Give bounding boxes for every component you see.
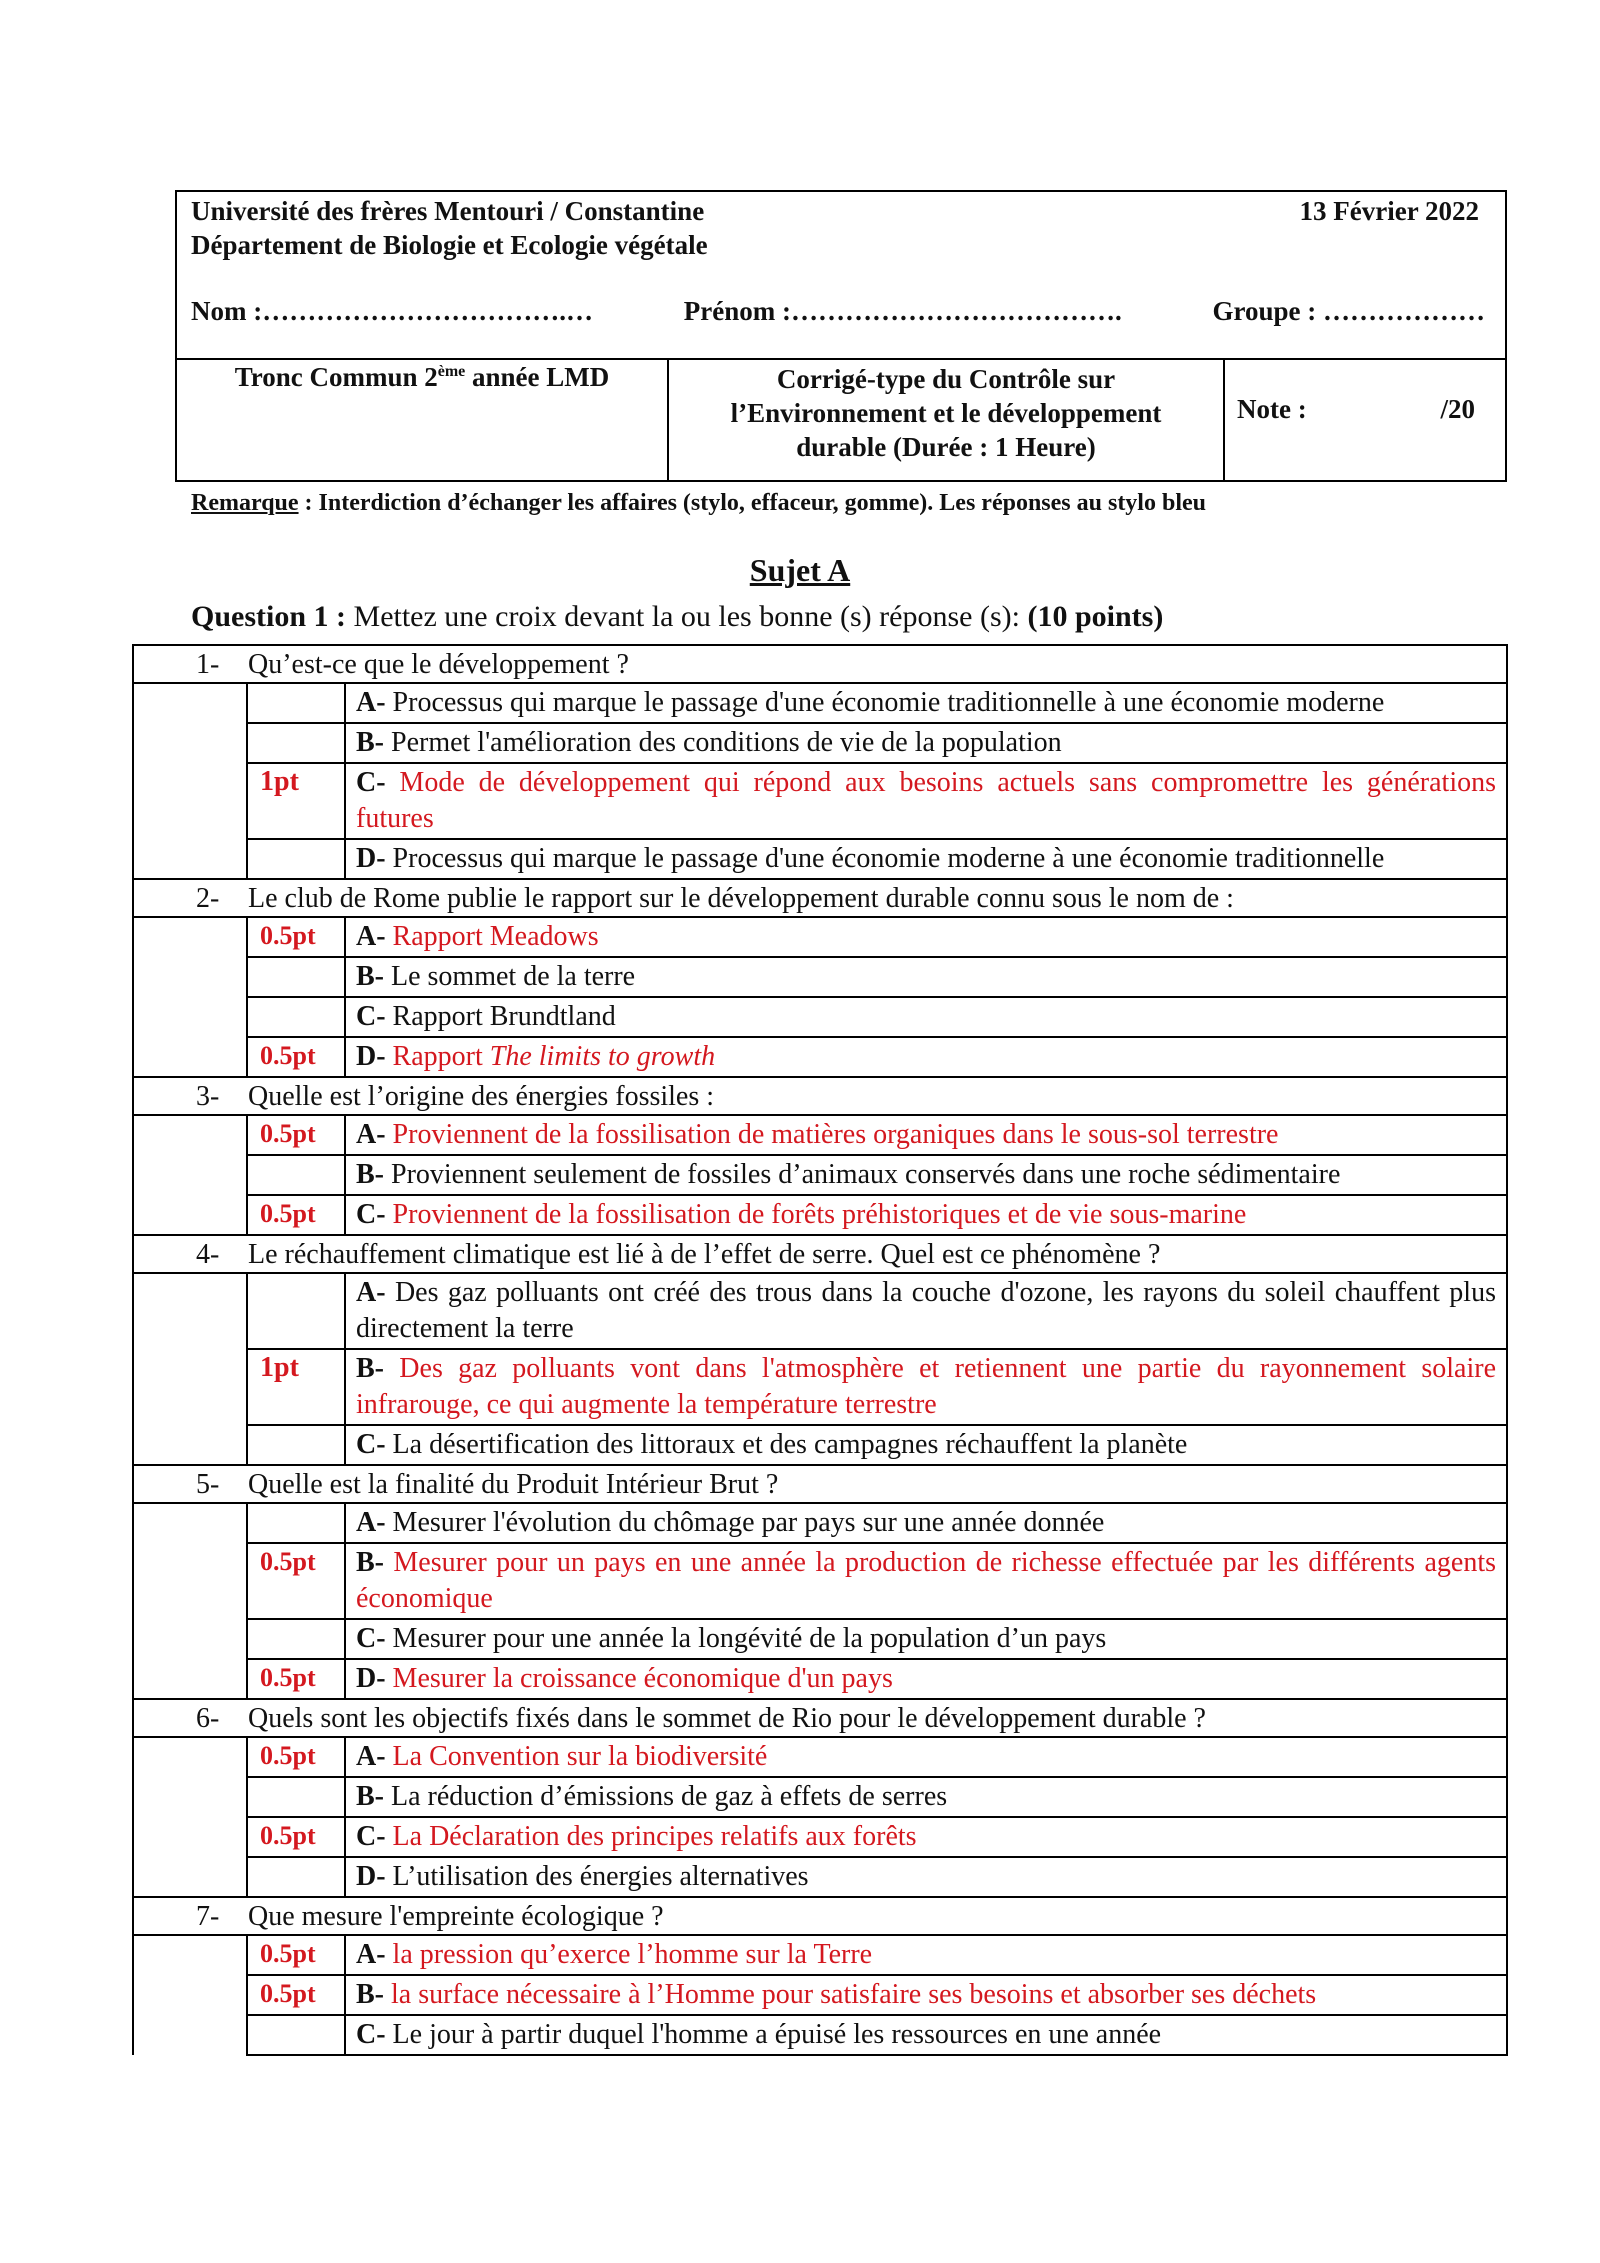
option-text: Le jour à partir duquel l'homme a épuisé les ressources en une année (385, 2019, 1162, 2050)
margin-cell (133, 1975, 247, 2015)
option-row (133, 1619, 1507, 1659)
question-1-label: Question 1 : (191, 600, 347, 633)
correct-answer-text: Mesurer pour un pays en une année la production de richesse effectuée par les différents agents économique (356, 1547, 1496, 1614)
option-cell (345, 763, 1507, 839)
correct-answer-text: La Convention sur la biodiversité (385, 1741, 768, 1772)
option-cell (345, 1817, 1507, 1857)
margin-cell (133, 1935, 247, 1975)
option-letter: B- (356, 727, 384, 758)
question-number: 2- (196, 883, 220, 914)
option-row (133, 1503, 1507, 1543)
tronc-commun-cell (177, 358, 669, 480)
margin-cell (133, 1737, 247, 1777)
option-text: Mesurer pour une année la longévité de la population d’un pays (385, 1623, 1107, 1654)
option-row (133, 1115, 1507, 1155)
margin-cell (133, 1155, 247, 1195)
option-text: La désertification des littoraux et des campagnes réchauffent la planète (385, 1429, 1188, 1460)
option-cell (345, 1349, 1507, 1425)
option-letter: B- (356, 1781, 384, 1812)
margin-cell (133, 1857, 247, 1897)
option-letter: A- (356, 1119, 386, 1150)
option-letter: D- (356, 1663, 386, 1694)
question-row (133, 879, 1507, 917)
option-letter: A- (356, 1507, 386, 1538)
correct-answer-text: Proviennent de la fossilisation de matières organiques dans le sous-sol terrestre (385, 1119, 1279, 1150)
option-cell (345, 1195, 1507, 1235)
option-letter: A- (356, 687, 386, 718)
option-letter: A- (356, 1939, 386, 1970)
question-number: 4- (196, 1239, 220, 1270)
question-text: Quelle est l’origine des énergies fossiles : (248, 1081, 715, 1112)
question-1-text: Mettez une croix devant la ou les bonne (s) réponse (s): (346, 600, 1028, 633)
option-letter: B- (356, 1979, 384, 2010)
option-row (133, 1817, 1507, 1857)
student-fields (191, 296, 1485, 327)
option-cell (345, 1737, 1507, 1777)
option-row (133, 1543, 1507, 1619)
margin-cell (133, 2015, 247, 2055)
option-row (133, 2015, 1507, 2055)
option-letter: B- (356, 961, 384, 992)
exam-title-line-3: durable (Durée : 1 Heure) (796, 432, 1096, 462)
option-cell (345, 997, 1507, 1037)
correct-answer-text: la surface nécessaire à l’Homme pour satisfaire ses besoins et absorber ses déchets (384, 1979, 1317, 2010)
question-number: 3- (196, 1081, 220, 1112)
question-text: Quels sont les objectifs fixés dans le sommet de Rio pour le développement durable ? (248, 1703, 1206, 1734)
option-letter: A- (356, 1741, 386, 1772)
exam-date: 13 Février 2022 (1299, 196, 1479, 226)
margin-cell (133, 1817, 247, 1857)
question-cell (133, 1077, 1507, 1115)
option-cell (345, 1935, 1507, 1975)
option-letter: A- (356, 921, 386, 952)
question-cell (133, 1465, 1507, 1503)
correct-answer-text: La Déclaration des principes relatifs aux forêts (385, 1821, 917, 1852)
option-row (133, 917, 1507, 957)
points-cell[interactable] (247, 997, 345, 1037)
option-row (133, 1935, 1507, 1975)
question-number: 6- (196, 1703, 220, 1734)
margin-cell (133, 683, 247, 723)
option-cell (345, 1777, 1507, 1817)
note-value: /20 (1440, 394, 1475, 424)
question-text: Le club de Rome publie le rapport sur le développement durable connu sous le nom de : (248, 883, 1234, 914)
question-cell (133, 879, 1507, 917)
points-cell[interactable]: 0.5pt (247, 1543, 345, 1619)
option-row (133, 763, 1507, 839)
option-letter: D- (356, 1041, 386, 1072)
option-row (133, 1659, 1507, 1699)
margin-cell (133, 1777, 247, 1817)
margin-cell (133, 1619, 247, 1659)
question-text: Quelle est la finalité du Produit Intérieur Brut ? (248, 1469, 779, 1500)
note-cell (1225, 358, 1505, 480)
points-cell[interactable] (247, 1777, 345, 1817)
department-name: Département de Biologie et Ecologie végétale (191, 230, 708, 260)
question-row (133, 1699, 1507, 1737)
margin-cell (133, 997, 247, 1037)
correct-answer-text: la pression qu’exerce l’homme sur la Terre (385, 1939, 873, 1970)
option-cell (345, 1273, 1507, 1349)
points-cell[interactable] (247, 957, 345, 997)
exam-title-line-2: l’Environnement et le développement (730, 398, 1162, 428)
remark (191, 490, 1206, 517)
points-cell[interactable] (247, 1503, 345, 1543)
option-cell (345, 957, 1507, 997)
points-cell[interactable] (247, 723, 345, 763)
option-letter: B- (356, 1159, 384, 1190)
question-row (133, 645, 1507, 683)
question-row (133, 1077, 1507, 1115)
option-cell (345, 1037, 1507, 1077)
option-text: Mesurer l'évolution du chômage par pays sur une année donnée (385, 1507, 1105, 1538)
option-row (133, 957, 1507, 997)
questions-table (132, 644, 1508, 2056)
points-cell[interactable]: 0.5pt (247, 1195, 345, 1235)
note-label: Note : (1237, 394, 1307, 424)
points-cell[interactable]: 0.5pt (247, 917, 345, 957)
margin-cell (133, 839, 247, 879)
margin-cell (133, 1115, 247, 1155)
correct-answer-text: Mode de développement qui répond aux besoins actuels sans compromettre les générations futures (356, 767, 1496, 834)
option-cell (345, 1857, 1507, 1897)
option-cell (345, 1659, 1507, 1699)
remark-label: Remarque (191, 490, 299, 516)
tronc-text-end: année LMD (465, 362, 610, 392)
option-text: La réduction d’émissions de gaz à effets de serres (384, 1781, 948, 1812)
option-row (133, 1777, 1507, 1817)
option-row (133, 723, 1507, 763)
points-cell[interactable] (247, 839, 345, 879)
option-cell (345, 1503, 1507, 1543)
option-letter: C- (356, 1821, 386, 1852)
points-cell[interactable] (247, 2015, 345, 2055)
option-text: Processus qui marque le passage d'une économie traditionnelle à une économie moderne (385, 687, 1385, 718)
university-name: Université des frères Mentouri / Constantine (191, 196, 705, 226)
option-text: Rapport Brundtland (385, 1001, 616, 1032)
correct-answer-text: Des gaz polluants vont dans l'atmosphère et retiennent une partie du rayonnement solaire infrarouge, ce qui augmente la température terrestre (356, 1353, 1496, 1420)
question-cell (133, 1235, 1507, 1273)
option-letter: D- (356, 1861, 386, 1892)
margin-cell (133, 1349, 247, 1425)
option-cell (345, 1115, 1507, 1155)
points-cell[interactable]: 0.5pt (247, 1737, 345, 1777)
option-letter: B- (356, 1353, 384, 1384)
option-italic-text: The limits to growth (489, 1041, 716, 1072)
option-row (133, 1349, 1507, 1425)
margin-cell (133, 723, 247, 763)
option-letter: C- (356, 1623, 386, 1654)
option-row (133, 683, 1507, 723)
option-text: Le sommet de la terre (384, 961, 636, 992)
points-cell[interactable]: 0.5pt (247, 1975, 345, 2015)
points-cell[interactable]: 0.5pt (247, 1817, 345, 1857)
exam-title-line-1: Corrigé-type du Contrôle sur (776, 364, 1116, 394)
points-cell[interactable]: 1pt (247, 1349, 345, 1425)
option-letter: C- (356, 1001, 386, 1032)
question-number: 1- (196, 649, 220, 680)
margin-cell (133, 957, 247, 997)
option-text: Processus qui marque le passage d'une économie moderne à une économie traditionnelle (385, 843, 1385, 874)
option-text: Permet l'amélioration des conditions de vie de la population (384, 727, 1062, 758)
option-letter: A- (356, 1277, 386, 1308)
nom-field[interactable]: Nom :…………………………….… (191, 296, 593, 326)
option-cell (345, 1543, 1507, 1619)
correct-answer-text: Proviennent de la fossilisation de forêts préhistoriques et de vie sous-marine (385, 1199, 1247, 1230)
option-cell (345, 683, 1507, 723)
margin-cell (133, 1037, 247, 1077)
points-cell[interactable]: 0.5pt (247, 1935, 345, 1975)
option-cell (345, 2015, 1507, 2055)
correct-answer-text: Mesurer la croissance économique d'un pays (385, 1663, 893, 1694)
option-row (133, 997, 1507, 1037)
exam-title-cell (669, 358, 1225, 480)
margin-cell (133, 763, 247, 839)
option-row (133, 1037, 1507, 1077)
points-cell[interactable] (247, 1857, 345, 1897)
remark-text: : Interdiction d’échanger les affaires (stylo, effaceur, gomme). Les réponses au stylo bleu (298, 490, 1206, 516)
question-number: 5- (196, 1469, 220, 1500)
option-row (133, 1425, 1507, 1465)
question-text: Le réchauffement climatique est lié à de l’effet de serre. Quel est ce phénomène ? (248, 1239, 1161, 1270)
points-cell[interactable]: 0.5pt (247, 1115, 345, 1155)
question-cell (133, 1897, 1507, 1935)
option-cell (345, 839, 1507, 879)
question-row (133, 1465, 1507, 1503)
option-row (133, 1155, 1507, 1195)
header-info-row (175, 358, 1507, 482)
points-cell[interactable]: 0.5pt (247, 1659, 345, 1699)
option-cell (345, 1619, 1507, 1659)
points-cell[interactable] (247, 1155, 345, 1195)
points-cell[interactable]: 0.5pt (247, 1037, 345, 1077)
margin-cell (133, 1659, 247, 1699)
margin-cell (133, 1425, 247, 1465)
question-row (133, 1897, 1507, 1935)
points-cell[interactable]: 1pt (247, 763, 345, 839)
option-cell (345, 723, 1507, 763)
margin-cell (133, 1195, 247, 1235)
question-row (133, 1235, 1507, 1273)
question-number: 7- (196, 1901, 220, 1932)
points-cell[interactable] (247, 1273, 345, 1349)
correct-answer-text: Rapport Meadows (385, 921, 599, 952)
option-letter: C- (356, 1199, 386, 1230)
option-letter: B- (356, 1547, 384, 1578)
sujet-title: Sujet A (749, 552, 851, 588)
option-text: Proviennent seulement de fossiles d’animaux conservés dans une roche sédimentaire (384, 1159, 1341, 1190)
prenom-field[interactable]: Prénom :………………………………. (683, 296, 1122, 326)
question-text: Qu’est-ce que le développement ? (248, 649, 629, 680)
question-cell (133, 1699, 1507, 1737)
tronc-text: Tronc Commun 2 (234, 362, 438, 392)
points-cell[interactable] (247, 1425, 345, 1465)
option-row (133, 1737, 1507, 1777)
margin-cell (133, 1273, 247, 1349)
points-cell[interactable] (247, 1619, 345, 1659)
option-letter: C- (356, 2019, 386, 2050)
option-cell (345, 917, 1507, 957)
option-cell (345, 1425, 1507, 1465)
option-row (133, 1195, 1507, 1235)
question-1-heading (191, 600, 1163, 634)
tronc-sup: ème (437, 363, 466, 380)
option-letter: C- (356, 1429, 386, 1460)
margin-cell (133, 1543, 247, 1619)
margin-cell (133, 917, 247, 957)
option-row (133, 839, 1507, 879)
question-cell (133, 645, 1507, 683)
option-letter: D- (356, 843, 386, 874)
option-cell (345, 1155, 1507, 1195)
option-row (133, 1857, 1507, 1897)
option-text: Des gaz polluants ont créé des trous dans la couche d'ozone, les rayons du soleil chauffent plus directement la terre (356, 1277, 1496, 1344)
header-box (175, 190, 1507, 360)
question-1-points: (10 points) (1027, 600, 1164, 633)
option-letter: C- (356, 767, 386, 798)
groupe-field[interactable]: Groupe : ……………… (1212, 296, 1485, 326)
margin-cell (133, 1503, 247, 1543)
option-cell (345, 1975, 1507, 2015)
option-text: L’utilisation des énergies alternatives (385, 1861, 809, 1892)
correct-answer-text: Rapport (385, 1041, 490, 1072)
option-row (133, 1975, 1507, 2015)
points-cell[interactable] (247, 683, 345, 723)
question-text: Que mesure l'empreinte écologique ? (248, 1901, 664, 1932)
option-row (133, 1273, 1507, 1349)
